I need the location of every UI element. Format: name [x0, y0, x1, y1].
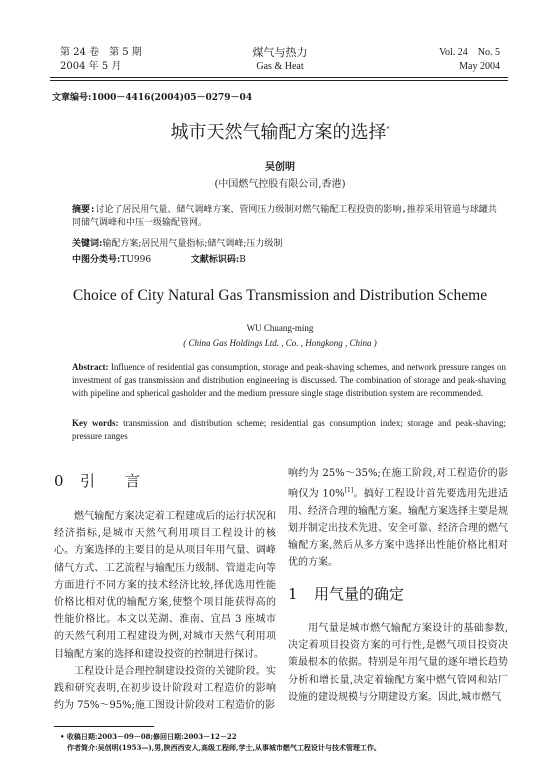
author-cn: 吴创明: [265, 162, 295, 173]
section-0-number: 0: [54, 472, 64, 490]
article-id: 文章编号:1000－4416(2004)05－0279－04: [52, 93, 253, 103]
section-0-heading: [54, 470, 140, 491]
left-column: [54, 508, 276, 714]
section-1-paragraph-1: 用气量是城市燃气输配方案设计的基础参数,决定着项目投资方案的可行性,是燃气项目投资决策最根本的依据。特别是年用气量的逐年增长趋势分析和增长量,决定着输配方案中燃气管网和站厂设施的建设规模与分期建设方案。因此,城市燃气: [288, 623, 508, 703]
footnote-dates-text: 收稿日期:2003－09－08;修回日期:2003－12－22: [66, 732, 237, 741]
abstract-en: [72, 361, 506, 400]
keywords-cn: [72, 238, 502, 251]
abstract-en-text: Influence of residential gas consumption, storage and peak-shaving schemes, and network pressure ranges on investment of gas transmission and distribution engineering is discussed. The combination of storage and peak-shaving with pipeline and spherical gasholder and the medium pressure single stage distribution system are recommended.: [72, 362, 506, 398]
date-en: May 2004: [459, 61, 500, 72]
section-1-heading: [288, 583, 404, 604]
journal-name-en: Gas & Heat: [256, 61, 304, 72]
intro-cont-b: 。搞好工程设计首先要选用先进适用、经济合理的输配方案。输配方案选择主要是规划并制定出技术先进、安全可靠、经济合理的燃气输配方案,然后从多方案中选择出性能价格比相对优的方案。: [288, 488, 509, 569]
title-cn: [0, 118, 560, 144]
intro-paragraph-2-cont: [288, 465, 508, 572]
abstract-cn: [72, 204, 502, 230]
intro-paragraph-2: 工程设计是合理控制建设投资的关键阶段。实践和研究表明,在初步设计阶段对工程造价的影响约为 75%～95%;施工图设计阶段对工程造价的影: [54, 665, 276, 712]
clc-label: 中图分类号:: [72, 255, 121, 265]
intro-cont-a: 响约为 25%～35%;在施工阶段,对工程造价的影响仅为 10%: [288, 468, 508, 500]
abstract-cn-text: 讨论了居民用气量、储气调峰方案、管网压力级制对燃气输配工程投资的影响,推荐采用管道与球罐共同储气调峰和中压一级输配管网。: [72, 205, 497, 228]
title-cn-text: 城市天然气输配方案的选择: [170, 122, 387, 143]
keywords-cn-text: 输配方案;居民用气量指标;储气调峰;压力级制: [102, 239, 283, 249]
keywords-en-text: transmission and distribution scheme; residential gas consumption index; storage and peak-shaving; pressure ranges: [72, 418, 506, 441]
date-cn: 2004 年 5 月: [60, 61, 122, 72]
title-footnote-mark: *: [386, 126, 390, 133]
keywords-cn-label: 关键词:: [72, 239, 103, 249]
footnote: [60, 731, 381, 753]
section-1-title: 用气量的确定: [314, 585, 405, 603]
section-0-title: 引 言: [80, 472, 141, 490]
clc-value: TU996: [120, 255, 152, 265]
classification-line: [72, 254, 502, 267]
footnote-bullet: •: [60, 732, 67, 741]
volume-issue-en: Vol. 24 No. 5: [439, 47, 500, 58]
section-1-number: 1: [288, 585, 298, 603]
intro-paragraph-1: 燃气输配方案决定着工程建成后的运行状况和经济指标,是城市天然气利用项目工程设计的核心。方案选择的主要目的是从项目年用气量、调峰储气方式、工艺流程与输配压力级制、管道走向等方面进行不同方案的技术经济比较,择优选用性能价格比相对优的输配方案,使整个项目能获得高的性能价格比。本文以芜湖、淮南、宜昌 3 座城市的天然气利用工程建设为例,对城市天然气利用项目输配方案的选择和建设投资的控制进行探讨。: [54, 511, 276, 660]
affiliation-en: ( China Gas Holdings Ltd. , Co. , Hongkong , China ): [183, 338, 377, 348]
right-column-bottom: [288, 620, 508, 706]
abstract-cn-label: 摘要:: [72, 205, 96, 215]
doc-code-label: 文献标识码:: [190, 255, 240, 265]
reference-1[interactable]: [1]: [344, 487, 354, 495]
keywords-en: [72, 417, 506, 443]
header-rule-bottom: [50, 80, 508, 81]
volume-issue-cn: 第 24 卷 第 5 期: [60, 47, 142, 58]
abstract-en-label: Abstract:: [72, 362, 109, 372]
footnote-dates: [60, 731, 381, 742]
footnote-rule: [54, 726, 154, 727]
right-column-top: [288, 465, 508, 572]
title-en: Choice of City Natural Gas Transmission and Distribution Scheme: [72, 287, 488, 304]
affiliation-cn: (中国燃气控股有限公司,香港): [214, 179, 346, 190]
header-rule-top: [50, 77, 508, 78]
author-en: WU Chuang-ming: [246, 323, 314, 333]
keywords-en-label: Key words:: [72, 418, 119, 428]
journal-name-cn: 煤气与热力: [252, 46, 308, 59]
doc-code-value: B: [239, 255, 246, 265]
footnote-author-bio: 作者简介:吴创明(1953—),男,陕西西安人,高级工程师,学士,从事城市燃气工程设计与技术管理工作。: [67, 743, 381, 752]
